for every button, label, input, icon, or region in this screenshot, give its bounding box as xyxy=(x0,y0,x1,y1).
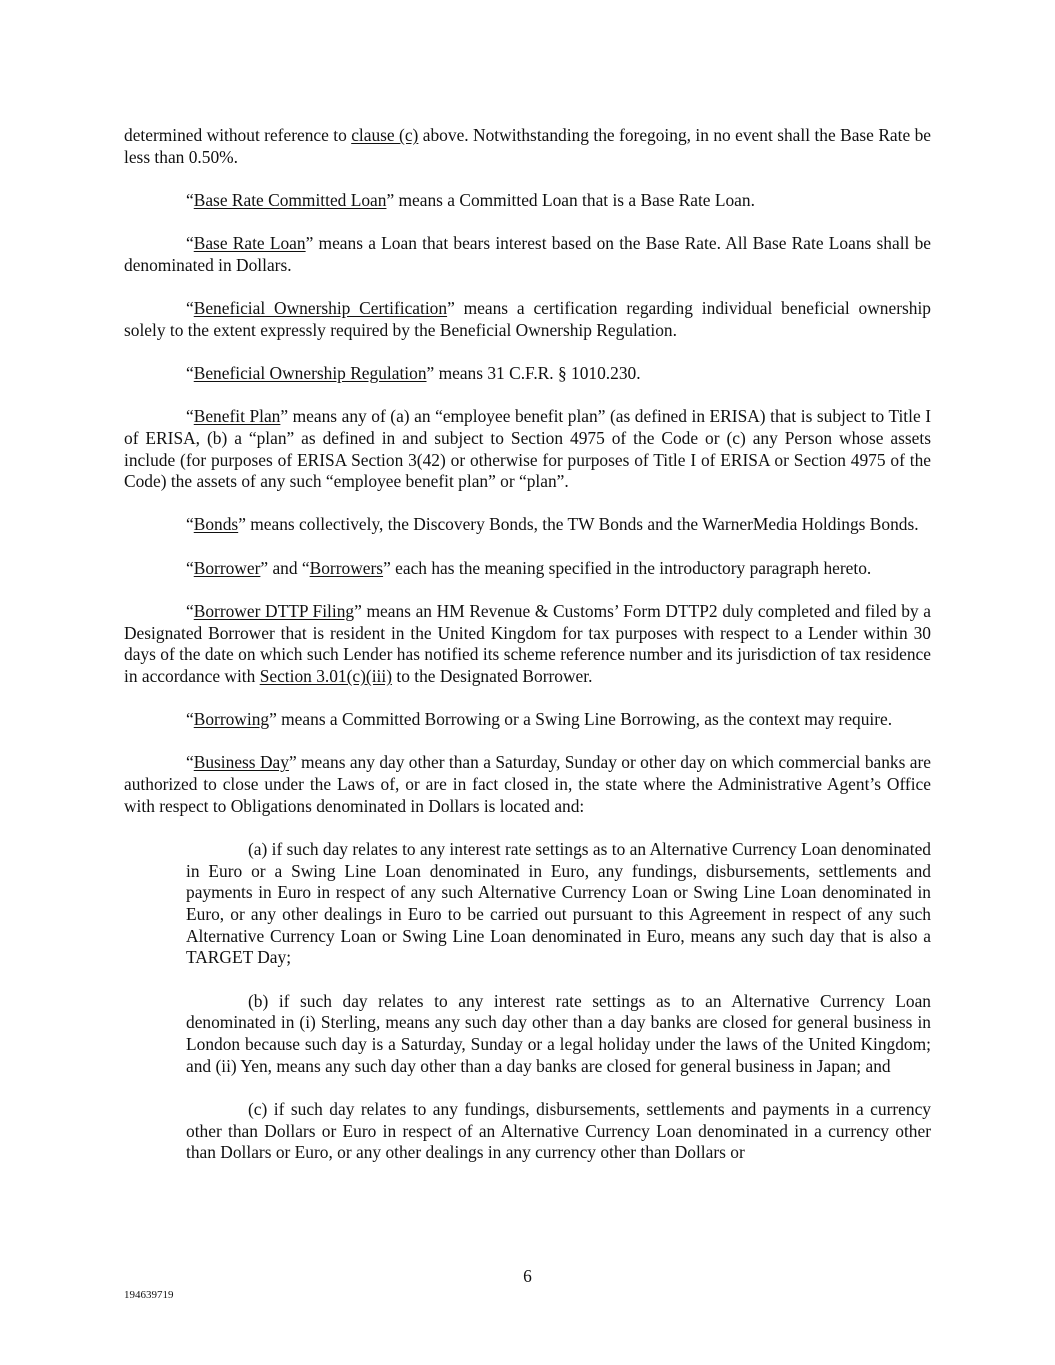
definition-bonds: “Bonds” means collectively, the Discovery Bonds, the TW Bonds and the WarnerMedia Holdings Bonds. xyxy=(186,514,919,535)
definition-business-day: “Business Day” means any day other than a Saturday, Sunday or other day on which commercial banks are authorized to close under the Laws of, or are in fact closed in, the state where the Administrative Agent’s Office with respect to Obligations denominated in Dollars is located and: xyxy=(124,752,931,816)
defined-term: Benefit Plan xyxy=(193,406,281,427)
clause-reference: clause (c) xyxy=(351,125,419,145)
defined-term: Base Rate Loan xyxy=(193,233,306,254)
document-body xyxy=(124,125,931,1186)
section-reference: Section 3.01(c)(iii) xyxy=(259,665,393,686)
defined-term: Bonds xyxy=(193,514,239,535)
defined-term: Business Day xyxy=(193,752,289,773)
page-number: 6 xyxy=(523,1266,532,1286)
definition-borrower-dttp-filing: “Borrower DTTP Filing” means an HM Revenue & Customs’ Form DTTP2 duly completed and filed by a Designated Borrower that is resident in the United Kingdom for tax purposes with respect to a Lender within 30 days of the date on which such Lender has notified its scheme reference number and its jurisdiction of tax residence in accordance with Section 3.01(c)(iii) to the Designated Borrower. xyxy=(124,600,931,686)
definition-benefit-plan: “Benefit Plan” means any of (a) an “employee benefit plan” (as defined in ERISA) that is subject to Title I of ERISA, (b) a “plan” as defined in and subject to Section 4975 of the Code or (c) any Person whose assets include (for purposes of ERISA Section 3(42) or otherwise for purposes of Title I of ERISA or Section 4975 of the Code) the assets of any such “employee benefit plan” or “plan”. xyxy=(124,406,931,492)
paragraph-base-rate-continuation: determined without reference to clause (c) above. Notwithstanding the foregoing, in no event shall the Base Rate be less than 0.50%. xyxy=(124,125,932,167)
defined-term: Borrower DTTP Filing xyxy=(193,600,355,621)
business-day-clause-b: (b) if such day relates to any interest rate settings as to an Alternative Currency Loan denominated in (i) Sterling, means any such day other than a day banks are closed for general business in London because such day is a Saturday, Sunday or a legal holiday under the laws of the United Kingdom; and (ii) Yen, means any such day other than a day banks are closed for general business in Japan; and xyxy=(186,990,931,1076)
business-day-clause-a: (a) if such day relates to any interest rate settings as to an Alternative Currency Loan denominated in Euro or a Swing Line Loan denominated in Euro, any fundings, disbursements, settlements and payments in Euro in respect of any such Alternative Currency Loan or Swing Line Loan denominated in Euro, or any other dealings in Euro to be carried out pursuant to this Agreement in respect of any such Alternative Currency Loan or Swing Line Loan denominated in Euro, means any such day that is also a TARGET Day; xyxy=(186,838,931,968)
document-id: 194639719 xyxy=(124,1289,174,1301)
defined-term: Borrowing xyxy=(193,709,270,730)
definition-base-rate-committed-loan: “Base Rate Committed Loan” means a Committed Loan that is a Base Rate Loan. xyxy=(186,189,755,210)
defined-term: Beneficial Ownership Certification xyxy=(193,298,448,319)
defined-term: Borrowers xyxy=(309,557,384,578)
definition-beneficial-ownership-regulation: “Beneficial Ownership Regulation” means 31 C.F.R. § 1010.230. xyxy=(186,362,641,383)
definition-borrower: “Borrower” and “Borrowers” each has the meaning specified in the introductory paragraph hereto. xyxy=(186,557,872,578)
defined-term: Borrower xyxy=(193,557,261,578)
defined-term: Beneficial Ownership Regulation xyxy=(193,362,427,383)
definition-beneficial-ownership-certification: “Beneficial Ownership Certification” means a certification regarding individual beneficial ownership solely to the extent expressly required by the Beneficial Ownership Regulation. xyxy=(124,298,931,340)
business-day-clause-c: (c) if such day relates to any fundings, disbursements, settlements and payments in a currency other than Dollars or Euro in respect of an Alternative Currency Loan denominated in a currency other than Dollars or Euro, or any other dealings in any currency other than Dollars or xyxy=(186,1099,931,1163)
definition-base-rate-loan: “Base Rate Loan” means a Loan that bears interest based on the Base Rate. All Base Rate Loans shall be denominated in Dollars. xyxy=(124,233,931,275)
definition-borrowing: “Borrowing” means a Committed Borrowing or a Swing Line Borrowing, as the context may require. xyxy=(186,709,893,730)
defined-term: Base Rate Committed Loan xyxy=(193,189,387,210)
